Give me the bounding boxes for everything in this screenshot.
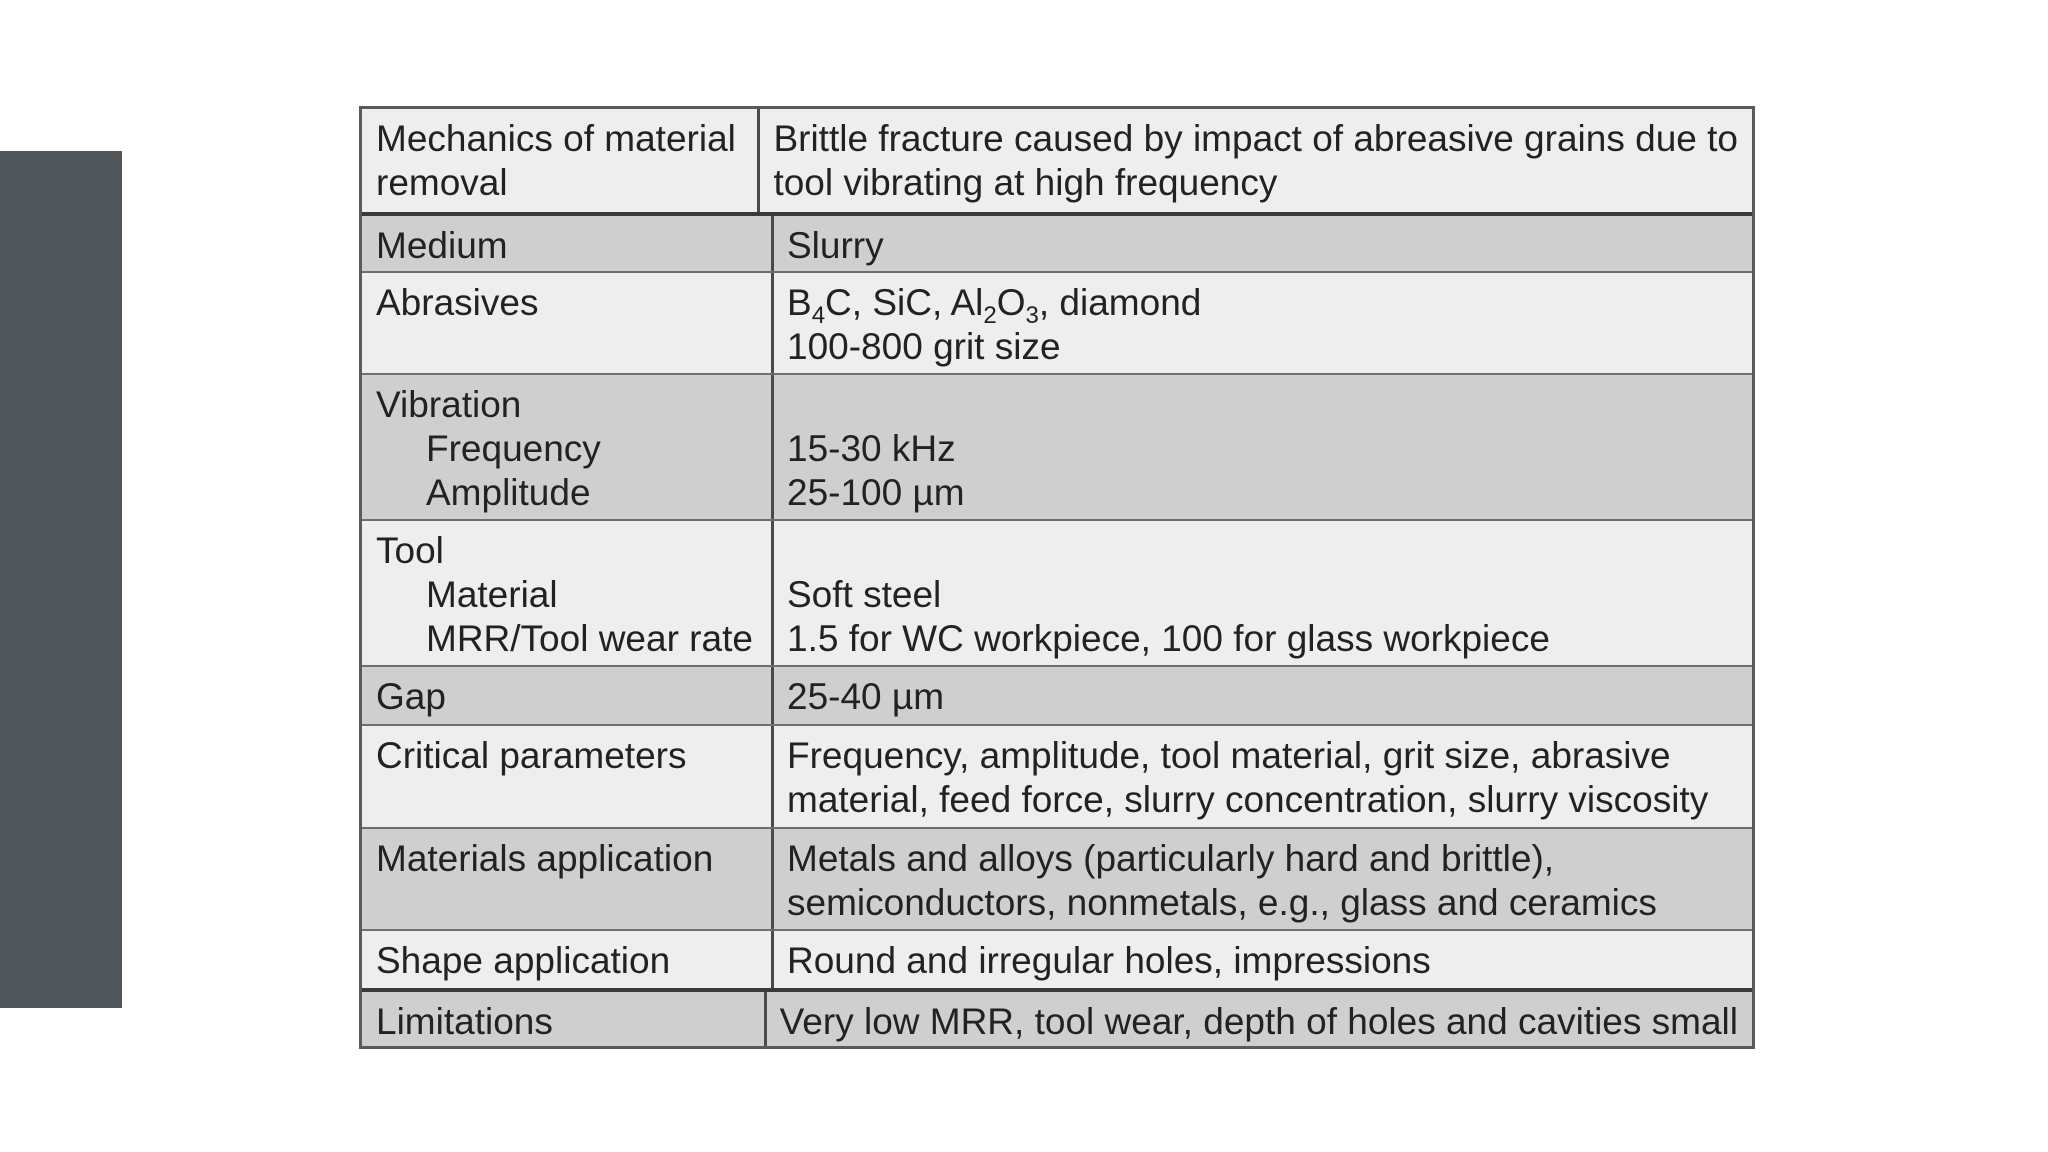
table-row-tool <box>362 519 1752 665</box>
row-sublabel: Frequency <box>426 428 601 469</box>
row-label-cell <box>362 992 767 1046</box>
formula-subscript: 2 <box>983 302 997 329</box>
row-label: Gap <box>376 676 446 717</box>
row-label-cell <box>362 931 774 988</box>
table-row-vibration <box>362 373 1752 519</box>
row-value: Very low MRR, tool wear, depth of holes and cavities small <box>779 1001 1738 1042</box>
formula-part: B <box>787 282 812 323</box>
row-label: Mechanics of material <box>376 118 736 159</box>
row-sublabel: Material <box>426 574 558 615</box>
row-label: Tool <box>376 530 444 571</box>
row-value <box>787 529 1738 573</box>
row-value: Slurry <box>787 225 884 266</box>
table-row-gap <box>362 665 1752 724</box>
row-label: removal <box>376 162 508 203</box>
row-value: material, feed force, slurry concentration, slurry viscosity <box>787 779 1709 820</box>
row-value <box>787 383 1738 427</box>
row-label: Critical parameters <box>376 735 687 776</box>
row-sublabel: Amplitude <box>426 472 591 513</box>
formula-part: , diamond <box>1038 282 1202 323</box>
row-value-cell <box>767 992 1752 1046</box>
row-value: tool vibrating at high frequency <box>773 162 1278 203</box>
row-value-cell <box>774 667 1752 724</box>
table-row-mechanics <box>362 109 1752 212</box>
row-value-cell <box>760 109 1752 212</box>
row-value-cell <box>774 521 1752 665</box>
side-accent-bar <box>0 151 122 1008</box>
table-row-limitations <box>362 988 1752 1046</box>
formula-part: C, SiC, Al <box>825 282 984 323</box>
row-label-cell <box>362 375 774 519</box>
table-row-medium <box>362 212 1752 271</box>
row-label-cell <box>362 829 774 929</box>
row-label-cell <box>362 726 774 827</box>
row-label: Vibration <box>376 384 522 425</box>
row-value: 1.5 for WC workpiece, 100 for glass workpiece <box>787 618 1550 659</box>
row-value: Metals and alloys (particularly hard and brittle), <box>787 838 1555 879</box>
table-row-materials-application <box>362 827 1752 929</box>
row-label: Abrasives <box>376 282 539 323</box>
formula-subscript: 4 <box>811 302 826 329</box>
row-label-cell <box>362 521 774 665</box>
table-row-shape-application <box>362 929 1752 988</box>
row-value: 100-800 grit size <box>787 326 1061 367</box>
process-characteristics-table <box>359 106 1755 1049</box>
row-label-cell <box>362 273 774 373</box>
row-value-cell <box>774 375 1752 519</box>
row-value: Brittle fracture caused by impact of abreasive grains due to <box>773 118 1738 159</box>
row-value: Round and irregular holes, impressions <box>787 940 1431 981</box>
row-label: Medium <box>376 225 508 266</box>
row-value-cell <box>774 931 1752 988</box>
row-label-cell <box>362 216 774 271</box>
row-value: 25-40 µm <box>787 676 945 717</box>
row-value: Frequency, amplitude, tool material, grit size, abrasive <box>787 735 1671 776</box>
row-value: semiconductors, nonmetals, e.g., glass and ceramics <box>787 882 1657 923</box>
row-value-cell <box>774 829 1752 929</box>
row-value-cell <box>774 726 1752 827</box>
row-sublabel: MRR/Tool wear rate <box>426 618 753 659</box>
abrasives-formula <box>787 281 1738 329</box>
row-value-cell <box>774 273 1752 373</box>
row-label-cell <box>362 667 774 724</box>
row-label: Shape application <box>376 940 671 981</box>
row-label: Materials application <box>376 838 714 879</box>
formula-part: O <box>996 282 1026 323</box>
table-row-abrasives <box>362 271 1752 373</box>
row-value: 25-100 µm <box>787 472 965 513</box>
row-label-cell <box>362 109 760 212</box>
row-value: 15-30 kHz <box>787 428 956 469</box>
row-value: Soft steel <box>787 574 942 615</box>
row-label: Limitations <box>376 1001 553 1042</box>
row-value-cell <box>774 216 1752 271</box>
table-row-critical-parameters <box>362 724 1752 827</box>
formula-subscript: 3 <box>1025 302 1039 329</box>
